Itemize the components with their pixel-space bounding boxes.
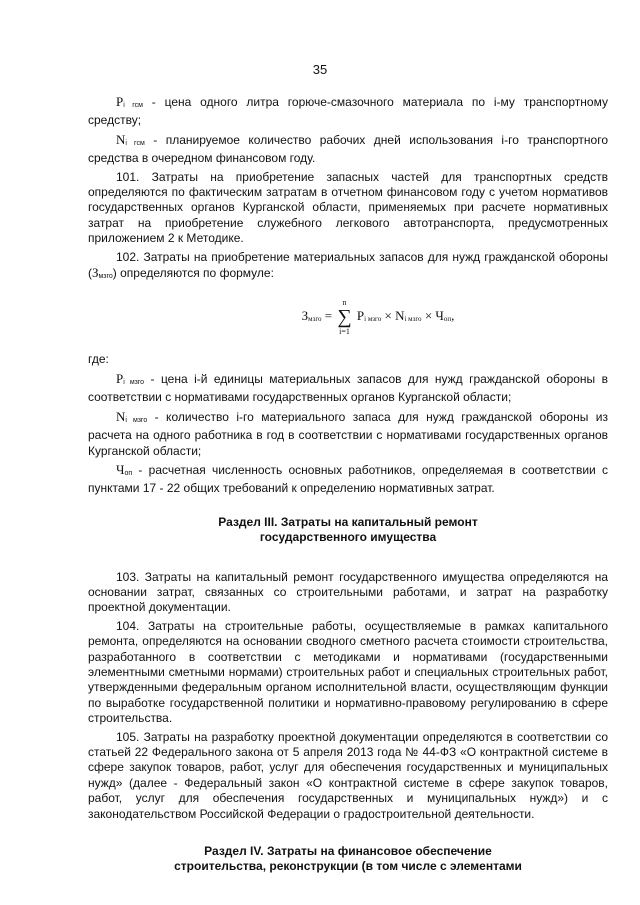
formula-lhs-sub: мзго — [308, 315, 322, 324]
definition-text: - цена i-й единицы материальных запасов для нужд гражданской обороны в соответствии с нормативами государственных органов Курганской области; — [88, 371, 608, 405]
formula-term-quantity-sub: i мзго — [404, 315, 422, 324]
formula-times: × — [381, 308, 396, 324]
formula-term-price: P — [356, 308, 365, 324]
paragraph-102-text: 102. Затраты на приобретение материальных запасов для нужд гражданской обороны ( — [88, 249, 608, 281]
symbol-subscript: i гсм — [123, 102, 143, 109]
symbol: P — [116, 370, 124, 386]
paragraph-101: 101. Затраты на приобретение запасных частей для транспортных средств определяются по фактическим затратам в отчетном финансовом году с учетом нормативов государственных органов Курганской области, применяемых при расчете нормативных затрат на приобретение служебного легкового автотранспорта, предусмотренных приложением 2 к Методике. — [88, 169, 608, 246]
section-3-heading — [88, 515, 608, 546]
where-label: где: — [88, 352, 109, 367]
symbol: Ч — [116, 461, 125, 477]
formula — [148, 298, 608, 338]
formula-eq: = — [321, 308, 336, 324]
symbol: N — [116, 408, 126, 424]
paragraph-105: 105. Затраты на разработку проектной документации определяются в соответствии со статьей 22 Федерального закона от 5 апреля 2013 года № 44-ФЗ «О контрактной системе в сфере закупок товаров, работ, услуг для обеспечения государственных и муниципальных нужд» (далее - Федеральный закон «О контрактной системе в сфере закупок товаров, работ, услуг для обеспечения государственных и муниципальных нужд») и с законодательством Российской Федерации о градостроительной деятельности. — [88, 729, 608, 821]
symbol-subscript: i мзго — [123, 378, 145, 386]
definition-n-mzgo — [88, 409, 608, 459]
sum-sign: ∑ — [337, 306, 352, 329]
formula-term-staff: Ч — [435, 308, 444, 324]
symbol-subscript: оп — [124, 469, 133, 477]
symbol-subscript: i гсм — [125, 139, 145, 147]
definition-text: - расчетная численность основных работников, определяемая в соответствии с пунктами 17 - 22 общих требований к определению нормативных затрат. — [88, 462, 608, 496]
section-4-heading — [88, 844, 608, 875]
section-3-title-line-1: Раздел III. Затраты на капитальный ремонт — [218, 514, 478, 529]
formula-term-quantity: N — [395, 308, 405, 324]
sum-operator — [337, 298, 351, 336]
definition-p-mzgo — [88, 371, 608, 406]
paragraph-104: 104. Затраты на строительные работы, осуществляемые в рамках капитального ремонта, определяются на основании сводного сметного расчета стоимости строительства, разработанного в соответствии с методиками и нормативами (государственными элементными сметными нормами) строительных работ и специальных строительных работ, утвержденными федеральным органом исполнительной власти, осуществляющим функции по выработке государственной политики и нормативно-правовому регулированию в сфере строительства. — [88, 618, 608, 726]
symbol-subscript: мзго — [98, 273, 113, 281]
formula-term-price-sub: i мзго — [364, 315, 382, 324]
definition-text: - количество i-го материального запаса для нужд гражданской обороны из расчета на одного работника в год в соответствии с нормативами государственных органов Курганской области; — [88, 409, 608, 458]
section-4-title-line-2: строительства, реконструкции (в том числе с элементами — [174, 859, 522, 874]
paragraph-103: 103. Затраты на капитальный ремонт государственного имущества определяются на основании затрат, связанных со строительными работами, и затрат на разработку проектной документации. — [88, 569, 608, 615]
symbol: N — [116, 131, 126, 147]
symbol: З — [92, 265, 99, 281]
definition-text: - цена одного литра горюче-смазочного материала по i-му транспортному средству; — [88, 95, 608, 128]
section-3-title-line-2: государственного имущества — [259, 530, 437, 545]
symbol-subscript: i мзго — [125, 416, 148, 424]
definition-text: - планируемое количество рабочих дней использования i-го транспортного средства в очередном финансовом году. — [88, 132, 608, 166]
formula-times: × — [421, 308, 436, 324]
sum-bottom: i=1 — [339, 327, 350, 337]
definition-ch-op — [88, 462, 608, 497]
symbol: P — [116, 94, 124, 109]
formula-end: , — [451, 308, 455, 324]
page-number: 35 — [312, 62, 328, 77]
document-body — [88, 94, 608, 875]
formula-lhs: З — [301, 308, 309, 324]
section-4-title-line-1: Раздел IV. Затраты на финансовое обеспечение — [204, 844, 492, 859]
formula-term-staff-sub: оп — [443, 315, 452, 324]
paragraph-102-text-end: ) определяются по формуле: — [112, 266, 274, 281]
definition-n-gsm — [88, 132, 608, 167]
sum-top: n — [342, 298, 347, 308]
paragraph-102 — [88, 250, 608, 285]
definition-p-gsm — [88, 94, 608, 129]
